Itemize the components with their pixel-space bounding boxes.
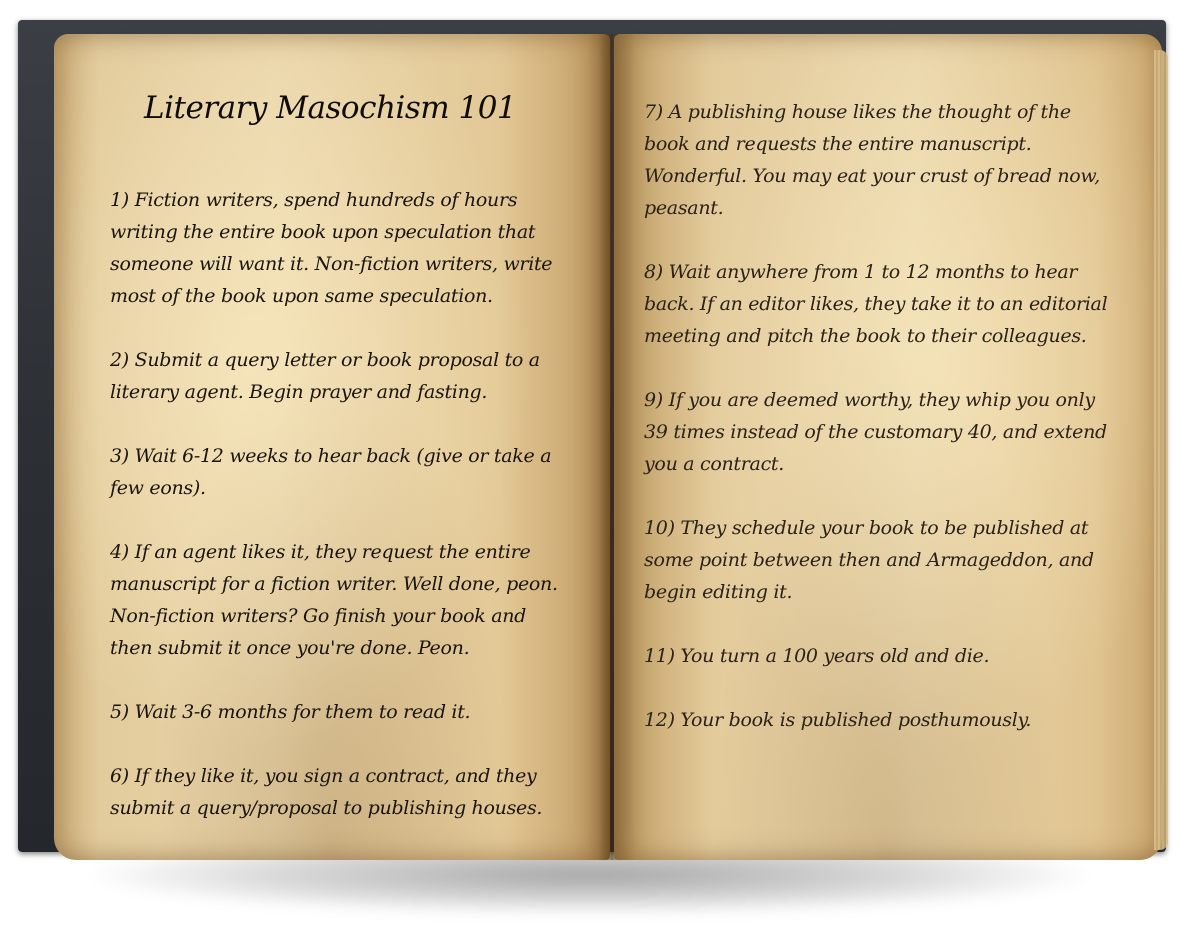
left-page bbox=[54, 34, 610, 860]
list-item: 5) Wait 3-6 months for them to read it. bbox=[110, 701, 471, 723]
right-page bbox=[614, 34, 1162, 860]
list-item: 8) Wait anywhere from 1 to 12 months to hear back. If an editor likes, they take it to an editorial meeting and pitch the book to their colleagues. bbox=[644, 261, 1108, 347]
list-item: 7) A publishing house likes the thought of the book and requests the entire manuscript. Wonderful. You may eat your crust of bread now, peasant. bbox=[644, 101, 1100, 219]
list-item: 6) If they like it, you sign a contract, and they submit a query/proposal to publishing houses. bbox=[110, 765, 543, 819]
page-title: Literary Masochism 101 bbox=[144, 90, 517, 126]
list-item: 11) You turn a 100 years old and die. bbox=[644, 645, 990, 667]
list-item: 3) Wait 6-12 weeks to hear back (give or take a few eons). bbox=[110, 445, 552, 499]
page-edges bbox=[1154, 50, 1168, 850]
list-item: 2) Submit a query letter or book proposal to a literary agent. Begin prayer and fasting. bbox=[110, 349, 540, 403]
book-cover bbox=[18, 20, 1166, 852]
list-item: 4) If an agent likes it, they request the entire manuscript for a fiction writer. Well done, peon. Non-fiction writers? Go finish your book and then submit it once you're done. Peon. bbox=[110, 541, 558, 659]
list-item: 12) Your book is published posthumously. bbox=[644, 709, 1032, 731]
list-item: 1) Fiction writers, spend hundreds of hours writing the entire book upon speculation that someone will want it. Non-fiction writers, write most of the book upon same speculation. bbox=[110, 189, 553, 307]
list-item: 9) If you are deemed worthy, they whip you only 39 times instead of the customary 40, and extend you a contract. bbox=[644, 389, 1107, 475]
list-item: 10) They schedule your book to be published at some point between then and Armageddon, and begin editing it. bbox=[644, 517, 1094, 603]
